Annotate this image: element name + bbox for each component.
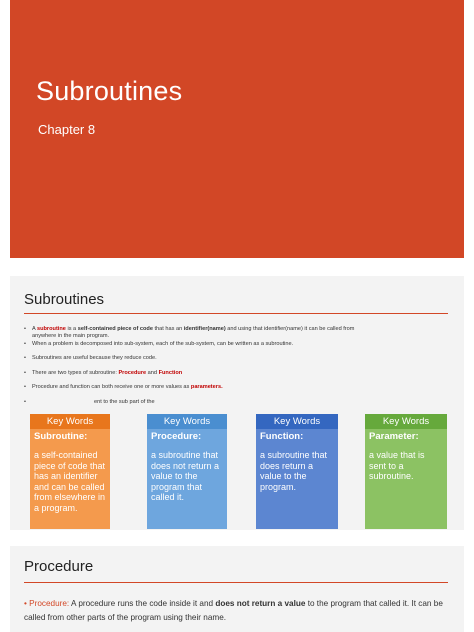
slide-subtitle: Chapter 8 bbox=[38, 122, 96, 137]
bullet-text: Subroutines are useful because they reduce code. bbox=[32, 355, 157, 361]
bullet-text: and using that identifier(name) it can be called from bbox=[225, 326, 355, 332]
bullet-keyword: Function bbox=[158, 369, 183, 376]
procedure-bullet bbox=[24, 597, 450, 625]
bullet-keyword: parameters. bbox=[190, 384, 223, 390]
heading-divider bbox=[24, 313, 448, 314]
bullet-text: ent to the sub part of the bbox=[94, 398, 155, 405]
card-definition: a self-contained piece of code that has an identifier and can be called from elsewhere in a program. bbox=[34, 450, 106, 513]
bullet-item bbox=[24, 370, 450, 385]
bullet-continuation: anywhere in the main program. bbox=[32, 333, 110, 339]
bullet-dot-icon: • bbox=[24, 599, 27, 608]
card-definition: a subroutine that does not return a value to the program that called it. bbox=[151, 450, 220, 502]
bullet-item bbox=[24, 384, 450, 399]
heading-divider bbox=[24, 582, 448, 583]
card-header: Key Words bbox=[365, 414, 447, 429]
key-word-card bbox=[30, 414, 110, 529]
bullet-text: to the program that called it. It can be called from other parts of the program using their name. bbox=[24, 599, 443, 622]
card-header: Key Words bbox=[147, 414, 227, 429]
bullet-list bbox=[24, 326, 450, 413]
slide-heading: Subroutines bbox=[24, 291, 105, 308]
card-term: Parameter: bbox=[369, 431, 419, 442]
bullet-text: A bbox=[32, 326, 37, 332]
card-header: Key Words bbox=[30, 414, 110, 429]
bullet-text: When a problem is decomposed into sub-system, each of the sub-system, can be written as a subroutine. bbox=[32, 340, 294, 347]
bullet-text: There are two types of subroutine: bbox=[32, 369, 119, 376]
bullet-text: that has an bbox=[152, 326, 184, 332]
card-term: Procedure: bbox=[151, 431, 202, 442]
card-definition: a subroutine that does return a value to the program. bbox=[260, 450, 328, 492]
bullet-text: A procedure runs the code inside it and bbox=[69, 599, 216, 608]
bullet-text: Procedure and function can both receive one or more values as bbox=[32, 384, 191, 390]
slide-heading: Procedure bbox=[24, 558, 94, 575]
bullet-keyword: subroutine bbox=[36, 326, 66, 332]
key-word-card bbox=[147, 414, 227, 529]
bullet-item bbox=[24, 399, 450, 414]
bullet-text: and bbox=[146, 369, 159, 376]
card-definition: a value that is sent to a subroutine. bbox=[369, 450, 425, 481]
card-term: Function: bbox=[260, 431, 304, 442]
subroutines-slide bbox=[10, 276, 464, 530]
card-header: Key Words bbox=[256, 414, 338, 429]
bullet-item bbox=[24, 355, 450, 370]
title-slide bbox=[10, 0, 464, 258]
bullet-emphasis: self-contained piece of code bbox=[77, 326, 153, 332]
bullet-emphasis: does not return a value bbox=[215, 599, 306, 608]
bullet-text: is a bbox=[65, 326, 78, 332]
bullet-emphasis: identifier(name) bbox=[183, 326, 226, 332]
key-word-card bbox=[256, 414, 338, 529]
key-word-card bbox=[365, 414, 447, 529]
procedure-slide bbox=[10, 546, 464, 632]
bullet-item bbox=[24, 326, 450, 341]
bullet-keyword: Procedure bbox=[118, 369, 147, 376]
slide-title: Subroutines bbox=[36, 76, 183, 106]
bullet-item bbox=[24, 341, 450, 356]
bullet-keyword: Procedure: bbox=[29, 599, 70, 608]
card-term: Subroutine: bbox=[34, 431, 88, 442]
